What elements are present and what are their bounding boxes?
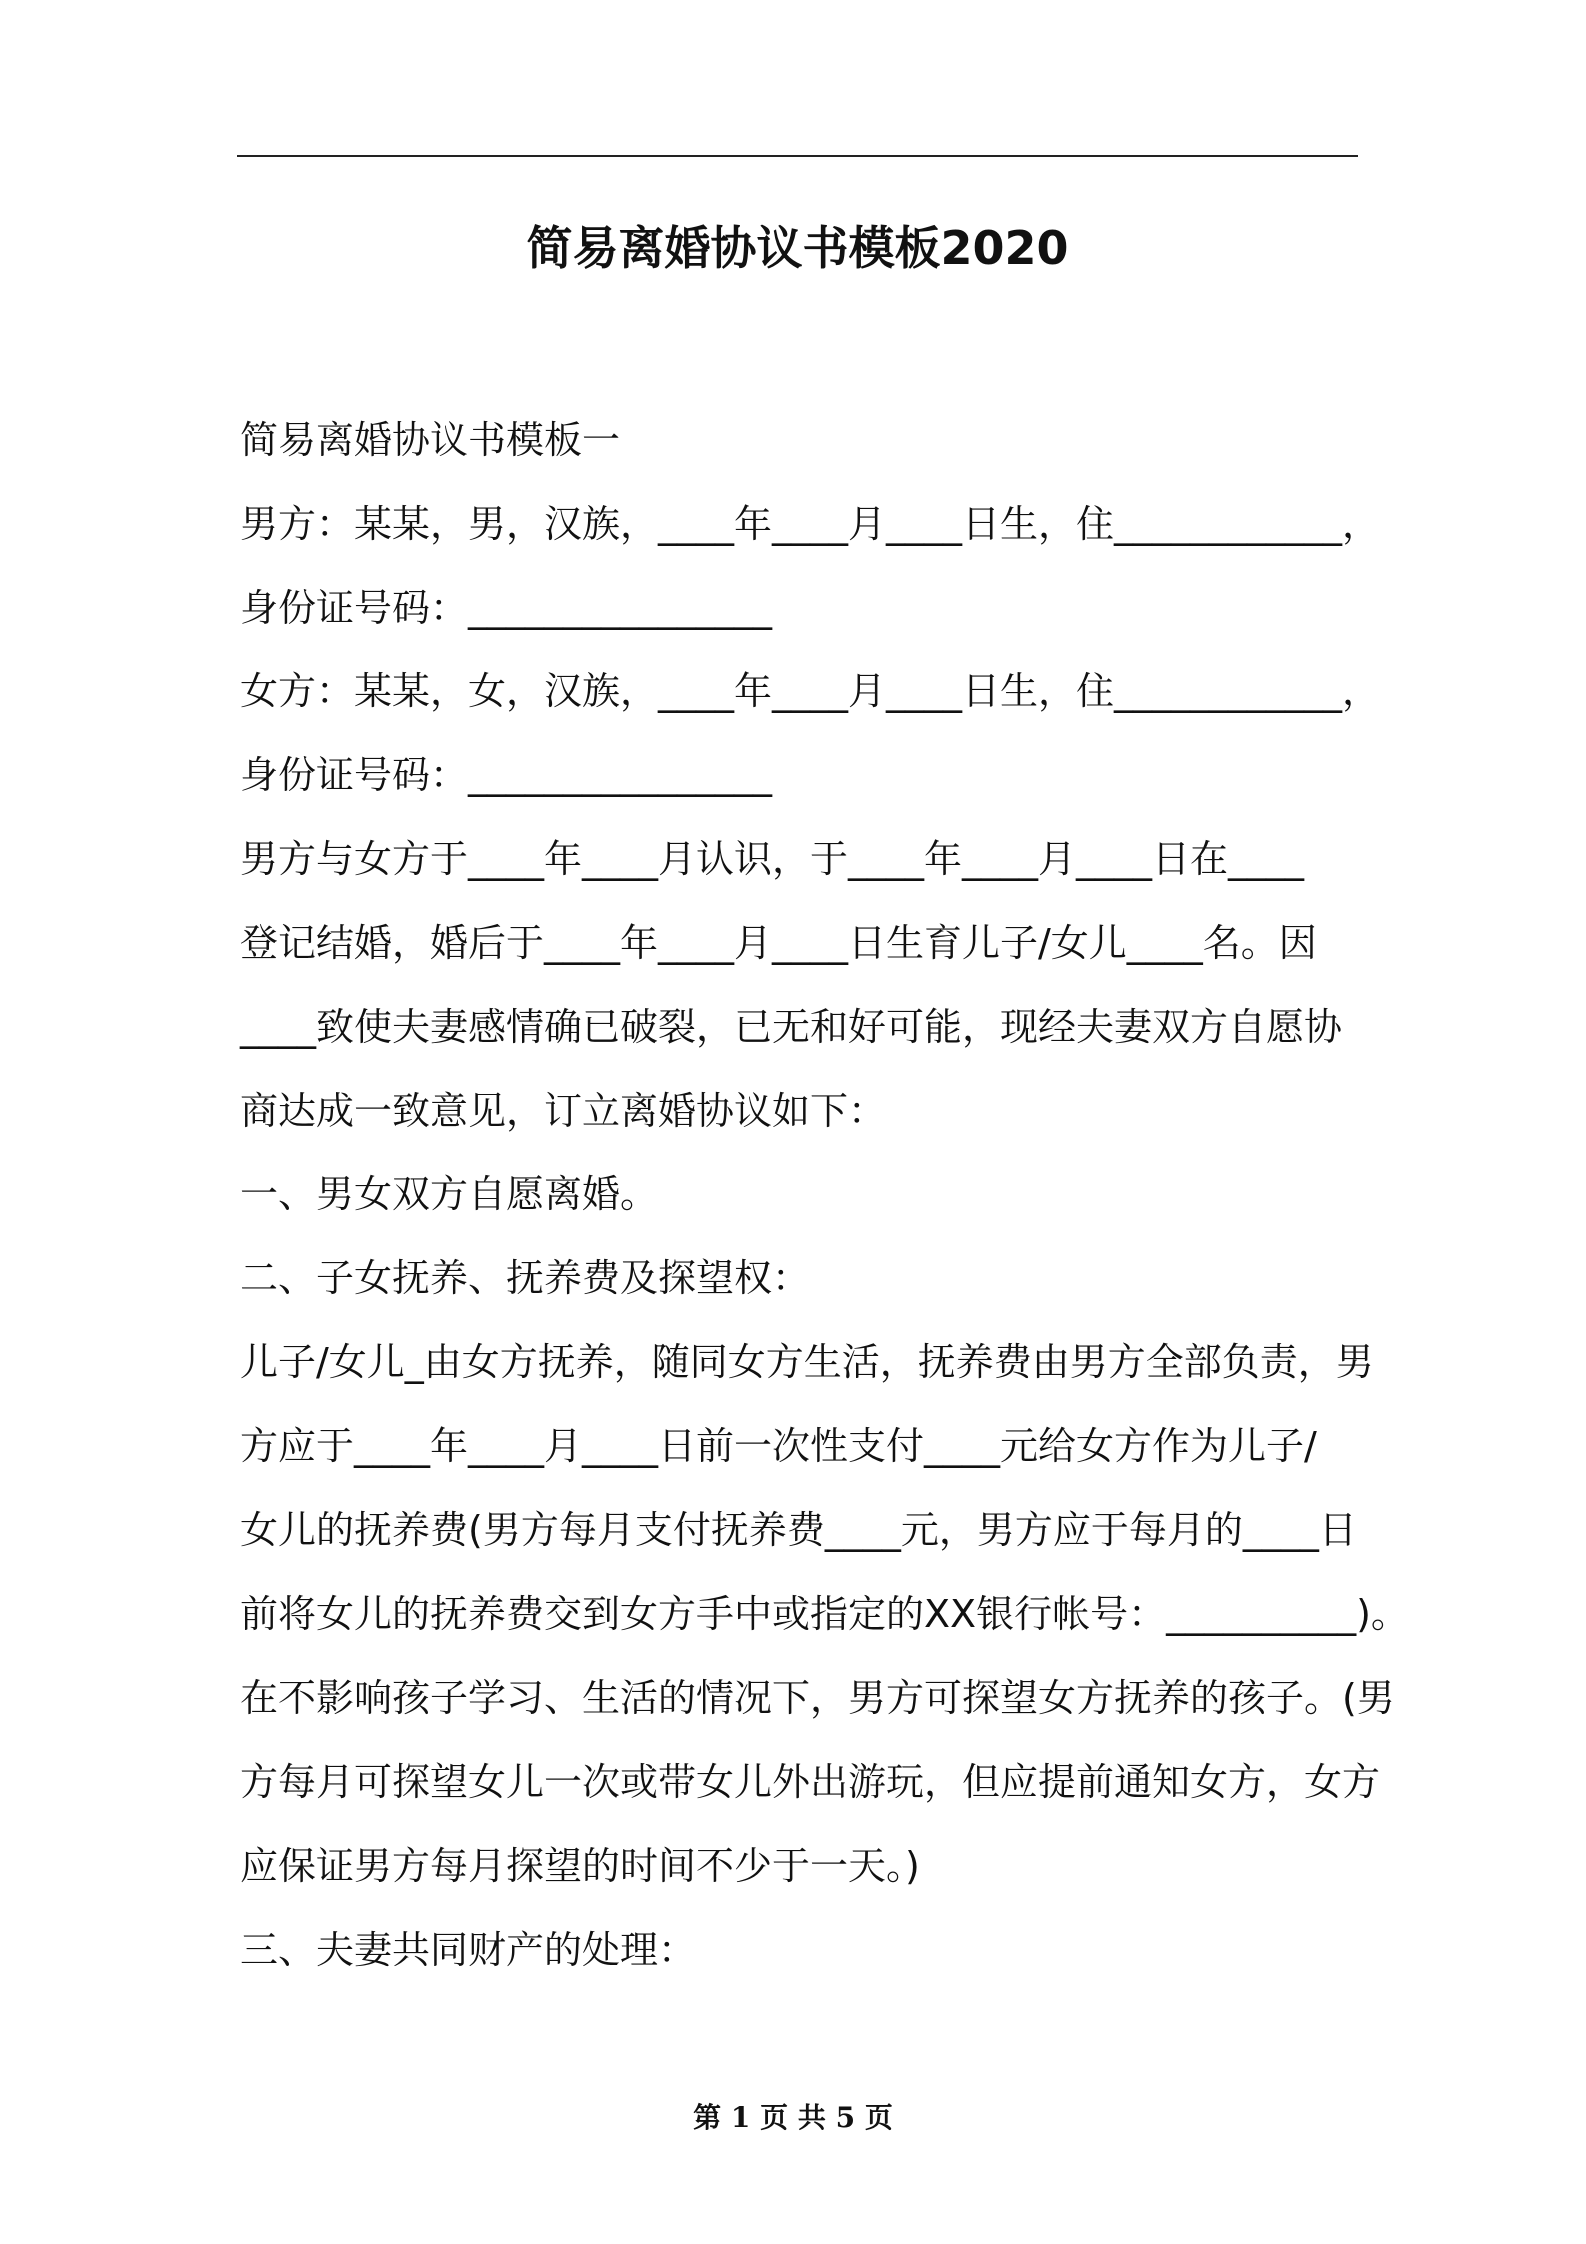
body-line: 身份证号码：________________ [240, 586, 773, 630]
clause-heading: 三、夫妻共同财产的处理： [240, 1928, 697, 1972]
header-rule [237, 155, 1358, 157]
body-line: 应保证男方每月探望的时间不少于一天。) [240, 1844, 920, 1888]
body-line: 身份证号码：________________ [240, 753, 773, 797]
section-heading: 简易离婚协议书模板一 [240, 418, 621, 462]
page-footer: 第 1 页 共 5 页 [693, 2101, 893, 2134]
body-line: 在不影响孩子学习、生活的情况下，男方可探望女方抚养的孩子。(男 [240, 1676, 1395, 1720]
body-line: 女儿的抚养费(男方每月支付抚养费____元，男方应于每月的____日 [240, 1508, 1357, 1552]
body-line: 商达成一致意见，订立离婚协议如下： [240, 1089, 887, 1133]
clause-heading: 二、子女抚养、抚养费及探望权： [240, 1256, 811, 1300]
body-line: 男方与女方于____年____月认识，于____年____月____日在____ [240, 837, 1305, 881]
document-title: 简易离婚协议书模板2020 [526, 221, 1069, 275]
body-line: 方应于____年____月____日前一次性支付____元给女方作为儿子/ [240, 1424, 1317, 1468]
body-line: 女方：某某，女，汉族，____年____月____日生，住____________， [240, 669, 1381, 713]
body-line: 男方：某某，男，汉族，____年____月____日生，住____________， [240, 502, 1381, 546]
body-line: 儿子/女儿_由女方抚养，随同女方生活，抚养费由男方全部负责，男 [240, 1340, 1374, 1384]
body-line: 方每月可探望女儿一次或带女儿外出游玩，但应提前通知女方，女方 [240, 1760, 1381, 1804]
clause-heading: 一、男女双方自愿离婚。 [240, 1172, 659, 1216]
body-line: 前将女儿的抚养费交到女方手中或指定的XX银行帐号：__________)。 [240, 1592, 1409, 1636]
body-line: ____致使夫妻感情确已破裂，已无和好可能，现经夫妻双方自愿协 [240, 1005, 1343, 1049]
body-line: 登记结婚，婚后于____年____月____日生育儿子/女儿____名。因 [240, 921, 1317, 965]
